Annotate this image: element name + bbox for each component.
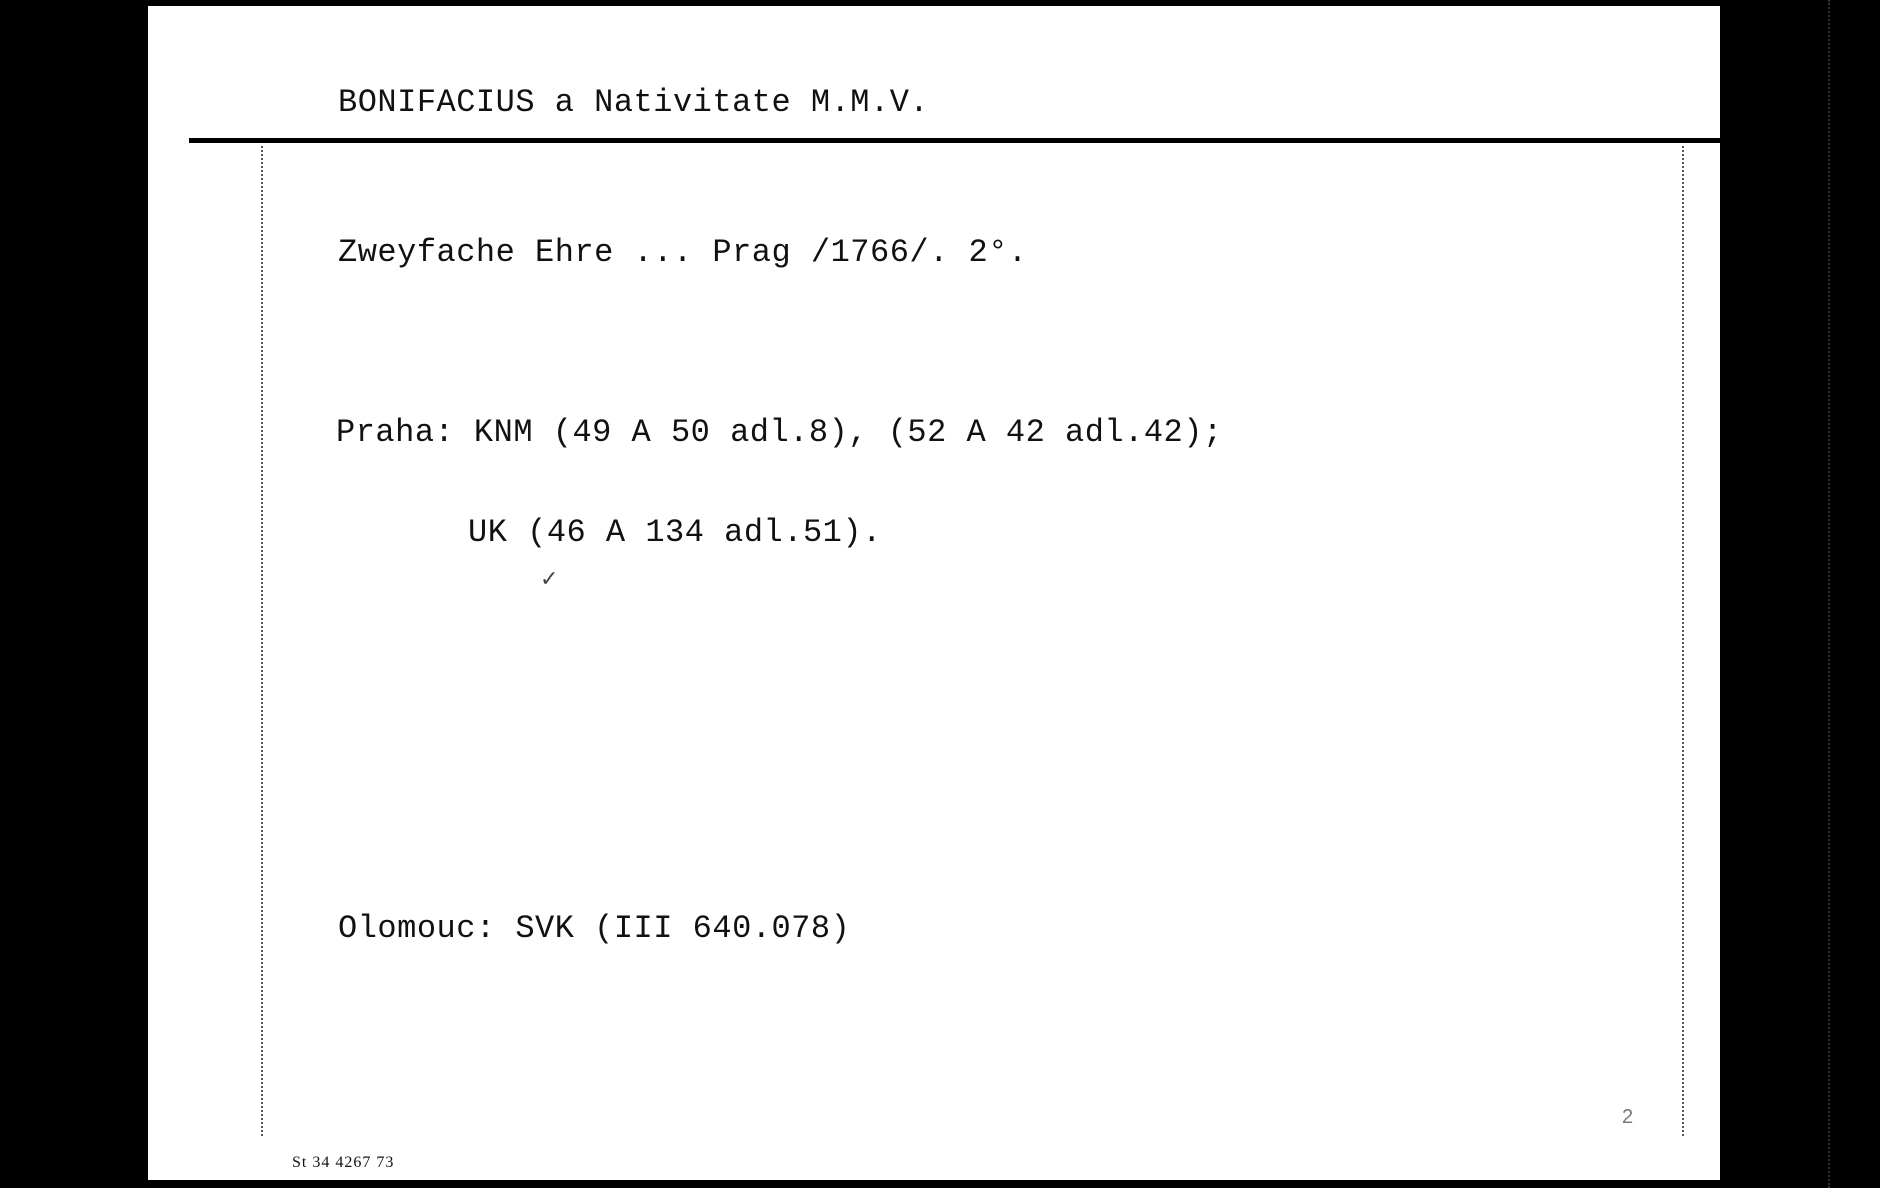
holding-praha-knm: Praha: KNM (49 A 50 adl.8), (52 A 42 adl.42); [336,414,1223,451]
footer-code: St 34 4267 73 [292,1154,395,1171]
card-title: BONIFACIUS a Nativitate M.M.V. [338,84,930,121]
left-margin-line [261,146,263,1136]
right-margin-line [1682,146,1684,1136]
catalog-card [148,6,1720,1180]
entry-line: Zweyfache Ehre ... Prag /1766/. 2°. [338,234,1028,271]
check-mark-icon: ✓ [540,566,559,591]
header-rule [189,138,1720,143]
holding-praha-uk: UK (46 A 134 adl.51). [468,514,882,551]
holding-olomouc: Olomouc: SVK (III 640.078) [338,910,851,947]
corner-mark: 2 [1622,1106,1634,1128]
scan-edge-dots [1828,0,1830,1188]
